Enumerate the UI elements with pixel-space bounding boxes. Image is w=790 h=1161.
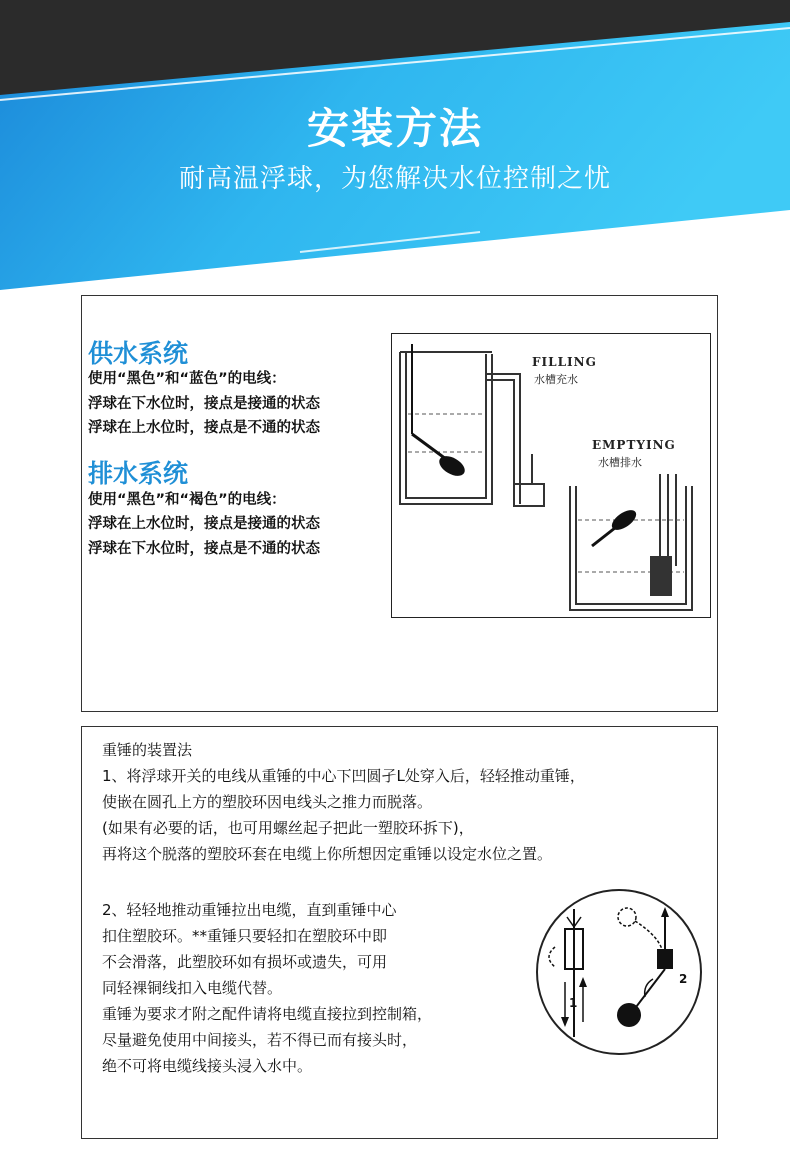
drain-title: 排水系统 xyxy=(88,459,189,488)
page-title: 安装方法 xyxy=(306,104,483,153)
supply-line-2: 浮球在下水位时，接点是接通的状态 xyxy=(88,396,320,412)
filling-label-cn: 水槽充水 xyxy=(534,373,578,386)
step2-line-7: 绝不可将电缆线接头浸入水中。 xyxy=(102,1057,313,1075)
step2-line-6: 尽量避免使用中间接头，若不得已而有接头时， xyxy=(102,1031,418,1049)
supply-title: 供水系统 xyxy=(88,339,189,368)
tank-illustration xyxy=(391,333,711,618)
wiring-section xyxy=(81,295,718,712)
diagram-label-1: 1 xyxy=(569,996,578,1010)
supply-line-1: 使用“黑色”和“蓝色”的电线： xyxy=(88,371,286,387)
drain-line-1: 使用“黑色”和“褐色”的电线： xyxy=(88,492,286,508)
step2-line-5: 重锤为要求才附之配件请将电缆直接拉到控制箱， xyxy=(102,1005,433,1023)
emptying-label-en: EMPTYING xyxy=(592,438,676,452)
header-banner xyxy=(0,0,790,300)
page-subtitle: 耐高温浮球，为您解决水位控制之忧 xyxy=(178,164,611,194)
diagram-label-2: 2 xyxy=(679,972,688,986)
weight-section xyxy=(81,726,718,1139)
step2-line-2: 扣住塑胶环。**重锤只要轻扣在塑胶环中即 xyxy=(102,927,388,945)
drain-line-3: 浮球在下水位时，接点是不通的状态 xyxy=(88,541,320,557)
weight-heading: 重锤的装置法 xyxy=(102,741,193,759)
step2-line-3: 不会滑落，此塑胶环如有损坏或遗失，可用 xyxy=(102,953,388,971)
step1-line-4: 再将这个脱落的塑胶环套在电缆上你所想因定重锤以设定水位之置。 xyxy=(102,845,553,863)
step1-line-2: 使嵌在圆孔上方的塑胶环因电线头之推力而脱落。 xyxy=(102,793,433,811)
step2-line-4: 同轻裸铜线扣入电缆代替。 xyxy=(102,979,283,997)
emptying-label-cn: 水槽排水 xyxy=(598,456,642,469)
supply-line-3: 浮球在上水位时，接点是不通的状态 xyxy=(88,420,320,436)
step1-line-1: 1、将浮球开关的电线从重锤的中心下凹圆孑L处穿入后，轻轻推动重锤， xyxy=(102,767,585,785)
filling-label-en: FILLING xyxy=(532,355,597,369)
step2-line-1: 2、轻轻地推动重锤拉出电缆，直到重锤中心 xyxy=(102,901,397,919)
drain-line-2: 浮球在上水位时，接点是接通的状态 xyxy=(88,516,320,532)
step1-line-3: (如果有必要的话，也可用螺丝起子把此一塑胶环拆下)， xyxy=(102,819,474,837)
weight-diagram xyxy=(535,887,703,1057)
